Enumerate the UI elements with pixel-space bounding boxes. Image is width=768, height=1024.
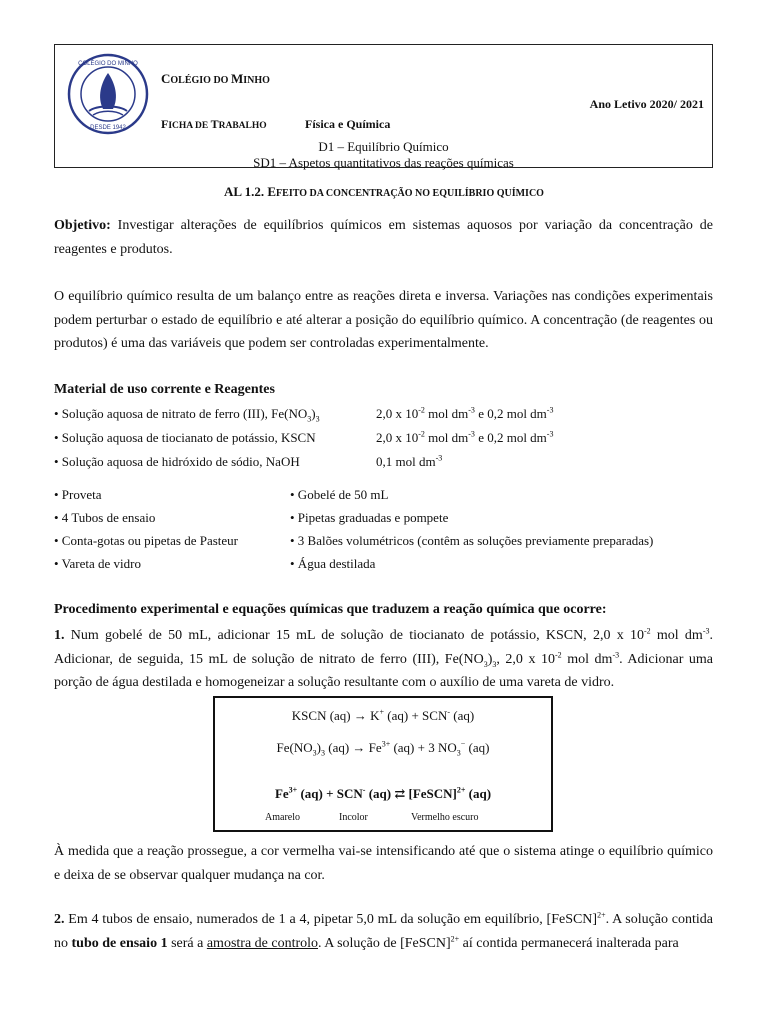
label-dark-red: Vermelho escuro (411, 812, 479, 823)
school-logo (67, 53, 149, 135)
reaction-equations-box (213, 696, 553, 832)
header-box (54, 44, 713, 168)
equipment-item: • Vareta de vidro (54, 556, 141, 571)
reaction-kscn: KSCN (aq) → K+ (aq) + SCN- (aq) (291, 707, 475, 723)
reagent-item: • Solução aquosa de tiocianato de potássio, KSCN (54, 430, 316, 445)
intro-paragraph: O equilíbrio químico resulta de um balanço entre as reações direta e inversa. Variações nas condições experimentais podem perturbar o estado de equilíbrio e até alterar a posição do equilíbrio químico. A concentração (de reagentes ou produtos) é uma das variáveis que podem ser controladas experimentalmente. (54, 289, 713, 351)
reagent-item: • Solução aquosa de hidróxido de sódio, NaOH (54, 454, 300, 469)
reagent-concentration: 2,0 x $10^{-2}$ mol $dm^{-3}$ e 0,2 mol $dm^{-3}$ (376, 429, 554, 445)
equipment-item: • Gobelé de 50 mL (290, 487, 389, 502)
observation-paragraph: À medida que a reação prossegue, a cor vermelha vai-se intensificando até que o sistema atinge o equilíbrio químico e deixa de se observar qualquer mudança na cor. (54, 844, 713, 883)
objective-paragraph: Objetivo: Investigar alterações de equilíbrios químicos em sistemas aquosos por variação da concentração de reagentes e produtos. (54, 218, 713, 257)
reagent-concentration: 0,1 mol $dm^{-3}$ (376, 453, 443, 469)
svg-text:COLÉGIO DO MINHO: COLÉGIO DO MINHO (78, 61, 138, 67)
school-name: COLÉGIO DO MINHO (161, 71, 270, 86)
equipment-item: • Conta-gotas ou pipetas de Pasteur (54, 533, 238, 548)
svg-text:DESDE 1942: DESDE 1942 (90, 125, 126, 131)
label-yellow: Amarelo (265, 812, 300, 823)
school-year: Ano Letivo 2020/ 2021 (589, 97, 704, 111)
reaction-iron-nitrate: $Fe(NO_3)_3$ $(aq) \to Fe^{3+}$ (aq) + 3 $NO_3^-$ (aq) (276, 739, 490, 758)
unit-title: D1 – Equilíbrio Químico (318, 139, 449, 154)
subject-label: Física e Química (305, 117, 391, 131)
materials-heading: Material de uso corrente e Reagentes (54, 382, 275, 397)
procedure-step-2: 2. Em 4 tubos de ensaio, numerados de 1 a 4, pipetar 5,0 mL da solução em equilíbrio, [FeSCN]$^{2+}$. A solução contida no tubo de ensaio 1 será a amostra de controlo. A solução de [FeSCN]$^{2+}$ aí contida permanecerá inalterada para (54, 910, 713, 951)
equipment-item: • 3 Balões volumétricos (contêm as soluções previamente preparadas) (290, 533, 654, 548)
equipment-item: • Pipetas graduadas e pompete (290, 510, 449, 525)
worksheet-label: FICHA DE TRABALHO (161, 117, 267, 131)
reagent-concentration: 2,0 x $10^{-2}$ mol $dm^{-3}$ e 0,2 mol $dm^{-3}$ (376, 405, 554, 421)
label-colorless: Incolor (339, 812, 368, 823)
activity-title: AL 1.2. EFEITO DA CONCENTRAÇÃO NO EQUILÍBRIO QUÍMICO (224, 184, 544, 199)
subunit-title: SD1 – Aspetos quantitativos das reações químicas (253, 155, 514, 170)
equipment-item: • 4 Tubos de ensaio (54, 510, 156, 525)
procedure-step-1: 1. Num gobelé de 50 mL, adicionar 15 mL de solução de tiocianato de potássio, KSCN, 2,0 x $10^{-2}$ mol $dm^{-3}$. Adicionar, de seguida, 15 mL de solução de nitrato de ferro (III), $Fe(NO_3)_3$, 2,0 x $10^{-2}$ mol $dm^{-3}$. Adicionar uma porção de água destilada e homogeneizar a solução resultante com o auxílio de uma vareta de vidro. (54, 626, 714, 690)
procedure-heading: Procedimento experimental e equações químicas que traduzem a reação química que ocorre: (54, 602, 607, 617)
equipment-item: • Água destilada (290, 556, 376, 571)
equipment-item: • Proveta (54, 487, 102, 502)
objective-label: Objetivo: (54, 218, 111, 233)
reagent-item: • Solução aquosa de nitrato de ferro (III), $Fe(NO_3)_3$ (54, 406, 320, 424)
equilibrium-equation: $Fe^{3+}$ (aq) + SCN- (aq) ⇄ [FeSCN]$^{2+}$ (aq) (274, 785, 492, 801)
